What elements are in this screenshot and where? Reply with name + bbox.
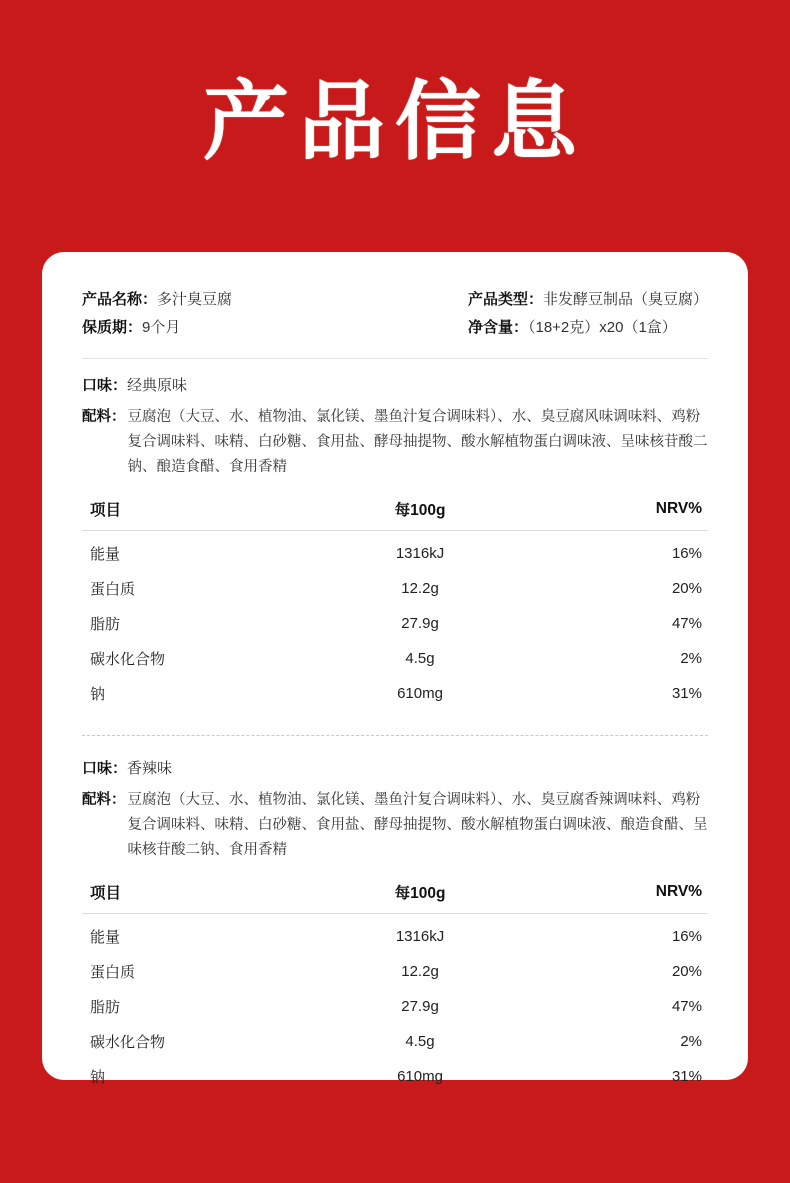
table-row xyxy=(82,1059,708,1094)
flavor-value: 香辣味 xyxy=(127,760,173,777)
nutrition-nrv: 31% xyxy=(671,1068,702,1085)
nutrition-nrv: 31% xyxy=(671,685,702,702)
nutrition-item: 能量 xyxy=(90,929,121,946)
nutrition-item: 碳水化合物 xyxy=(90,1034,166,1051)
nutrition-nrv: 47% xyxy=(671,615,702,632)
table-row xyxy=(82,1024,708,1059)
nutrition-item: 钠 xyxy=(90,1069,106,1086)
net-content-value: （18+2克）x20（1盒） xyxy=(527,319,677,336)
nutrition-item: 蛋白质 xyxy=(90,964,136,981)
table-row xyxy=(82,676,708,711)
shelf-life-row xyxy=(82,314,232,342)
table-row xyxy=(82,954,708,989)
product-name-label: 产品名称： xyxy=(82,291,158,308)
product-meta-right xyxy=(468,286,708,342)
flavor-row xyxy=(82,756,708,782)
net-content-row xyxy=(468,314,708,342)
product-type-value: 非发酵豆制品（臭豆腐） xyxy=(542,291,708,308)
flavor-label: 口味： xyxy=(82,760,128,777)
ingredients-label: 配料： xyxy=(82,409,126,425)
nutrition-header-row xyxy=(82,877,708,914)
table-row xyxy=(82,989,708,1024)
product-type-row xyxy=(468,286,708,314)
nutrition-value: 610mg xyxy=(397,1068,443,1085)
nutrition-item: 蛋白质 xyxy=(90,581,136,598)
nutrition-value: 610mg xyxy=(397,685,443,702)
nutrition-value: 4.5g xyxy=(405,650,435,667)
nutrition-value: 27.9g xyxy=(401,615,439,632)
divider-solid xyxy=(82,358,708,359)
ingredients-row xyxy=(82,788,708,863)
ingredients-row xyxy=(82,405,708,480)
nutrition-header-item: 项目 xyxy=(90,502,122,519)
shelf-life-label: 保质期： xyxy=(82,319,143,336)
nutrition-nrv: 2% xyxy=(680,1033,702,1050)
flavor-row xyxy=(82,373,708,399)
nutrition-value: 27.9g xyxy=(401,998,439,1015)
info-card xyxy=(42,252,748,1086)
product-name-value: 多汁臭豆腐 xyxy=(157,291,233,308)
nutrition-item: 碳水化合物 xyxy=(90,651,166,668)
nutrition-nrv: 20% xyxy=(671,963,702,980)
flavor-section-spicy xyxy=(82,756,708,1094)
ingredients-text: 豆腐泡（大豆、水、植物油、氯化镁、墨鱼汁复合调味料）、水、臭豆腐风味调味料、鸡粉复合调味料、味精、白砂糖、食用盐、酵母抽提物、酸水解植物蛋白调味液、呈味核苷酸二钠、酿造食醋、食用香精 xyxy=(127,409,708,475)
ingredients-label: 配料： xyxy=(82,792,126,808)
product-meta-left xyxy=(82,286,232,342)
nutrition-value: 12.2g xyxy=(401,580,439,597)
divider-dashed xyxy=(82,735,708,736)
product-name-row xyxy=(82,286,232,314)
nutrition-header-nrv: NRV% xyxy=(655,500,702,517)
ingredients-text: 豆腐泡（大豆、水、植物油、氯化镁、墨鱼汁复合调味料）、水、臭豆腐香辣调味料、鸡粉复合调味料、味精、白砂糖、食用盐、酵母抽提物、酸水解植物蛋白调味液、酿造食醋、呈味核苷酸二钠、食用香精 xyxy=(127,792,708,858)
nutrition-item: 钠 xyxy=(90,686,106,703)
table-row xyxy=(82,531,708,572)
flavor-label: 口味： xyxy=(82,377,128,394)
nutrition-header-item: 项目 xyxy=(90,885,122,902)
nutrition-value: 1316kJ xyxy=(395,545,445,562)
nutrition-item: 脂肪 xyxy=(90,999,121,1016)
flavor-value: 经典原味 xyxy=(127,377,188,394)
shelf-life-value: 9个月 xyxy=(142,319,181,336)
nutrition-table xyxy=(82,494,708,711)
nutrition-header-per100g: 每100g xyxy=(394,502,446,519)
table-row xyxy=(82,606,708,641)
nutrition-header-row xyxy=(82,494,708,531)
nutrition-nrv: 2% xyxy=(680,650,702,667)
table-row xyxy=(82,571,708,606)
nutrition-item: 脂肪 xyxy=(90,616,121,633)
nutrition-table xyxy=(82,877,708,1094)
nutrition-item: 能量 xyxy=(90,546,121,563)
nutrition-nrv: 16% xyxy=(671,545,702,562)
page-title: 产品信息 xyxy=(203,72,587,172)
nutrition-nrv: 47% xyxy=(671,998,702,1015)
product-meta xyxy=(82,286,708,342)
table-row xyxy=(82,914,708,955)
nutrition-value: 4.5g xyxy=(405,1033,435,1050)
table-row xyxy=(82,641,708,676)
product-type-label: 产品类型： xyxy=(467,291,543,308)
nutrition-header-per100g: 每100g xyxy=(394,885,446,902)
nutrition-header-nrv: NRV% xyxy=(655,883,702,900)
nutrition-value: 12.2g xyxy=(401,963,439,980)
nutrition-value: 1316kJ xyxy=(395,928,445,945)
flavor-section-classic xyxy=(82,373,708,711)
nutrition-nrv: 16% xyxy=(671,928,702,945)
net-content-label: 净含量： xyxy=(467,319,528,336)
nutrition-nrv: 20% xyxy=(671,580,702,597)
